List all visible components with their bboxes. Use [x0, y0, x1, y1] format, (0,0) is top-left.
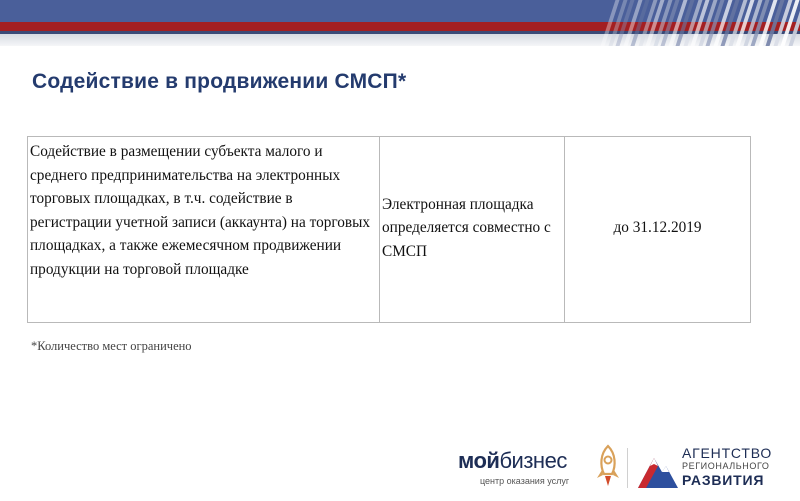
deadline-cell: до 31.12.2019	[565, 137, 751, 323]
logos-divider	[627, 448, 628, 488]
agency-logo	[636, 446, 796, 494]
moibiznes-subtitle: центр оказания услуг	[480, 476, 570, 486]
moibiznes-wordmark: мойбизнес	[458, 448, 567, 473]
agency-wordmark: АГЕНТСТВО РЕГИОНАЛЬНОГО РАЗВИТИЯ	[682, 445, 773, 488]
slide-title: Содействие в продвижении СМСП*	[32, 70, 407, 93]
mountain-logo-icon	[636, 450, 680, 490]
table-row	[28, 137, 751, 323]
top-banner	[0, 0, 800, 46]
banner-stripes-decoration	[600, 0, 800, 46]
platform-cell: Электронная площадка определяется совместно с СМСП	[380, 137, 565, 323]
moibiznes-logo	[458, 448, 628, 492]
rocket-icon	[594, 444, 622, 488]
footnote: *Количество мест ограничено	[31, 339, 192, 353]
service-description-cell: Содействие в размещении субъекта малого и среднего предпринимательства на электронных торговых площадках, в т.ч. содействие в регистрации учетной записи (аккаунта) на торговых площадках, а также ежемесячном продвижении продукции на торговой площадке	[28, 137, 380, 323]
services-table	[27, 136, 751, 323]
